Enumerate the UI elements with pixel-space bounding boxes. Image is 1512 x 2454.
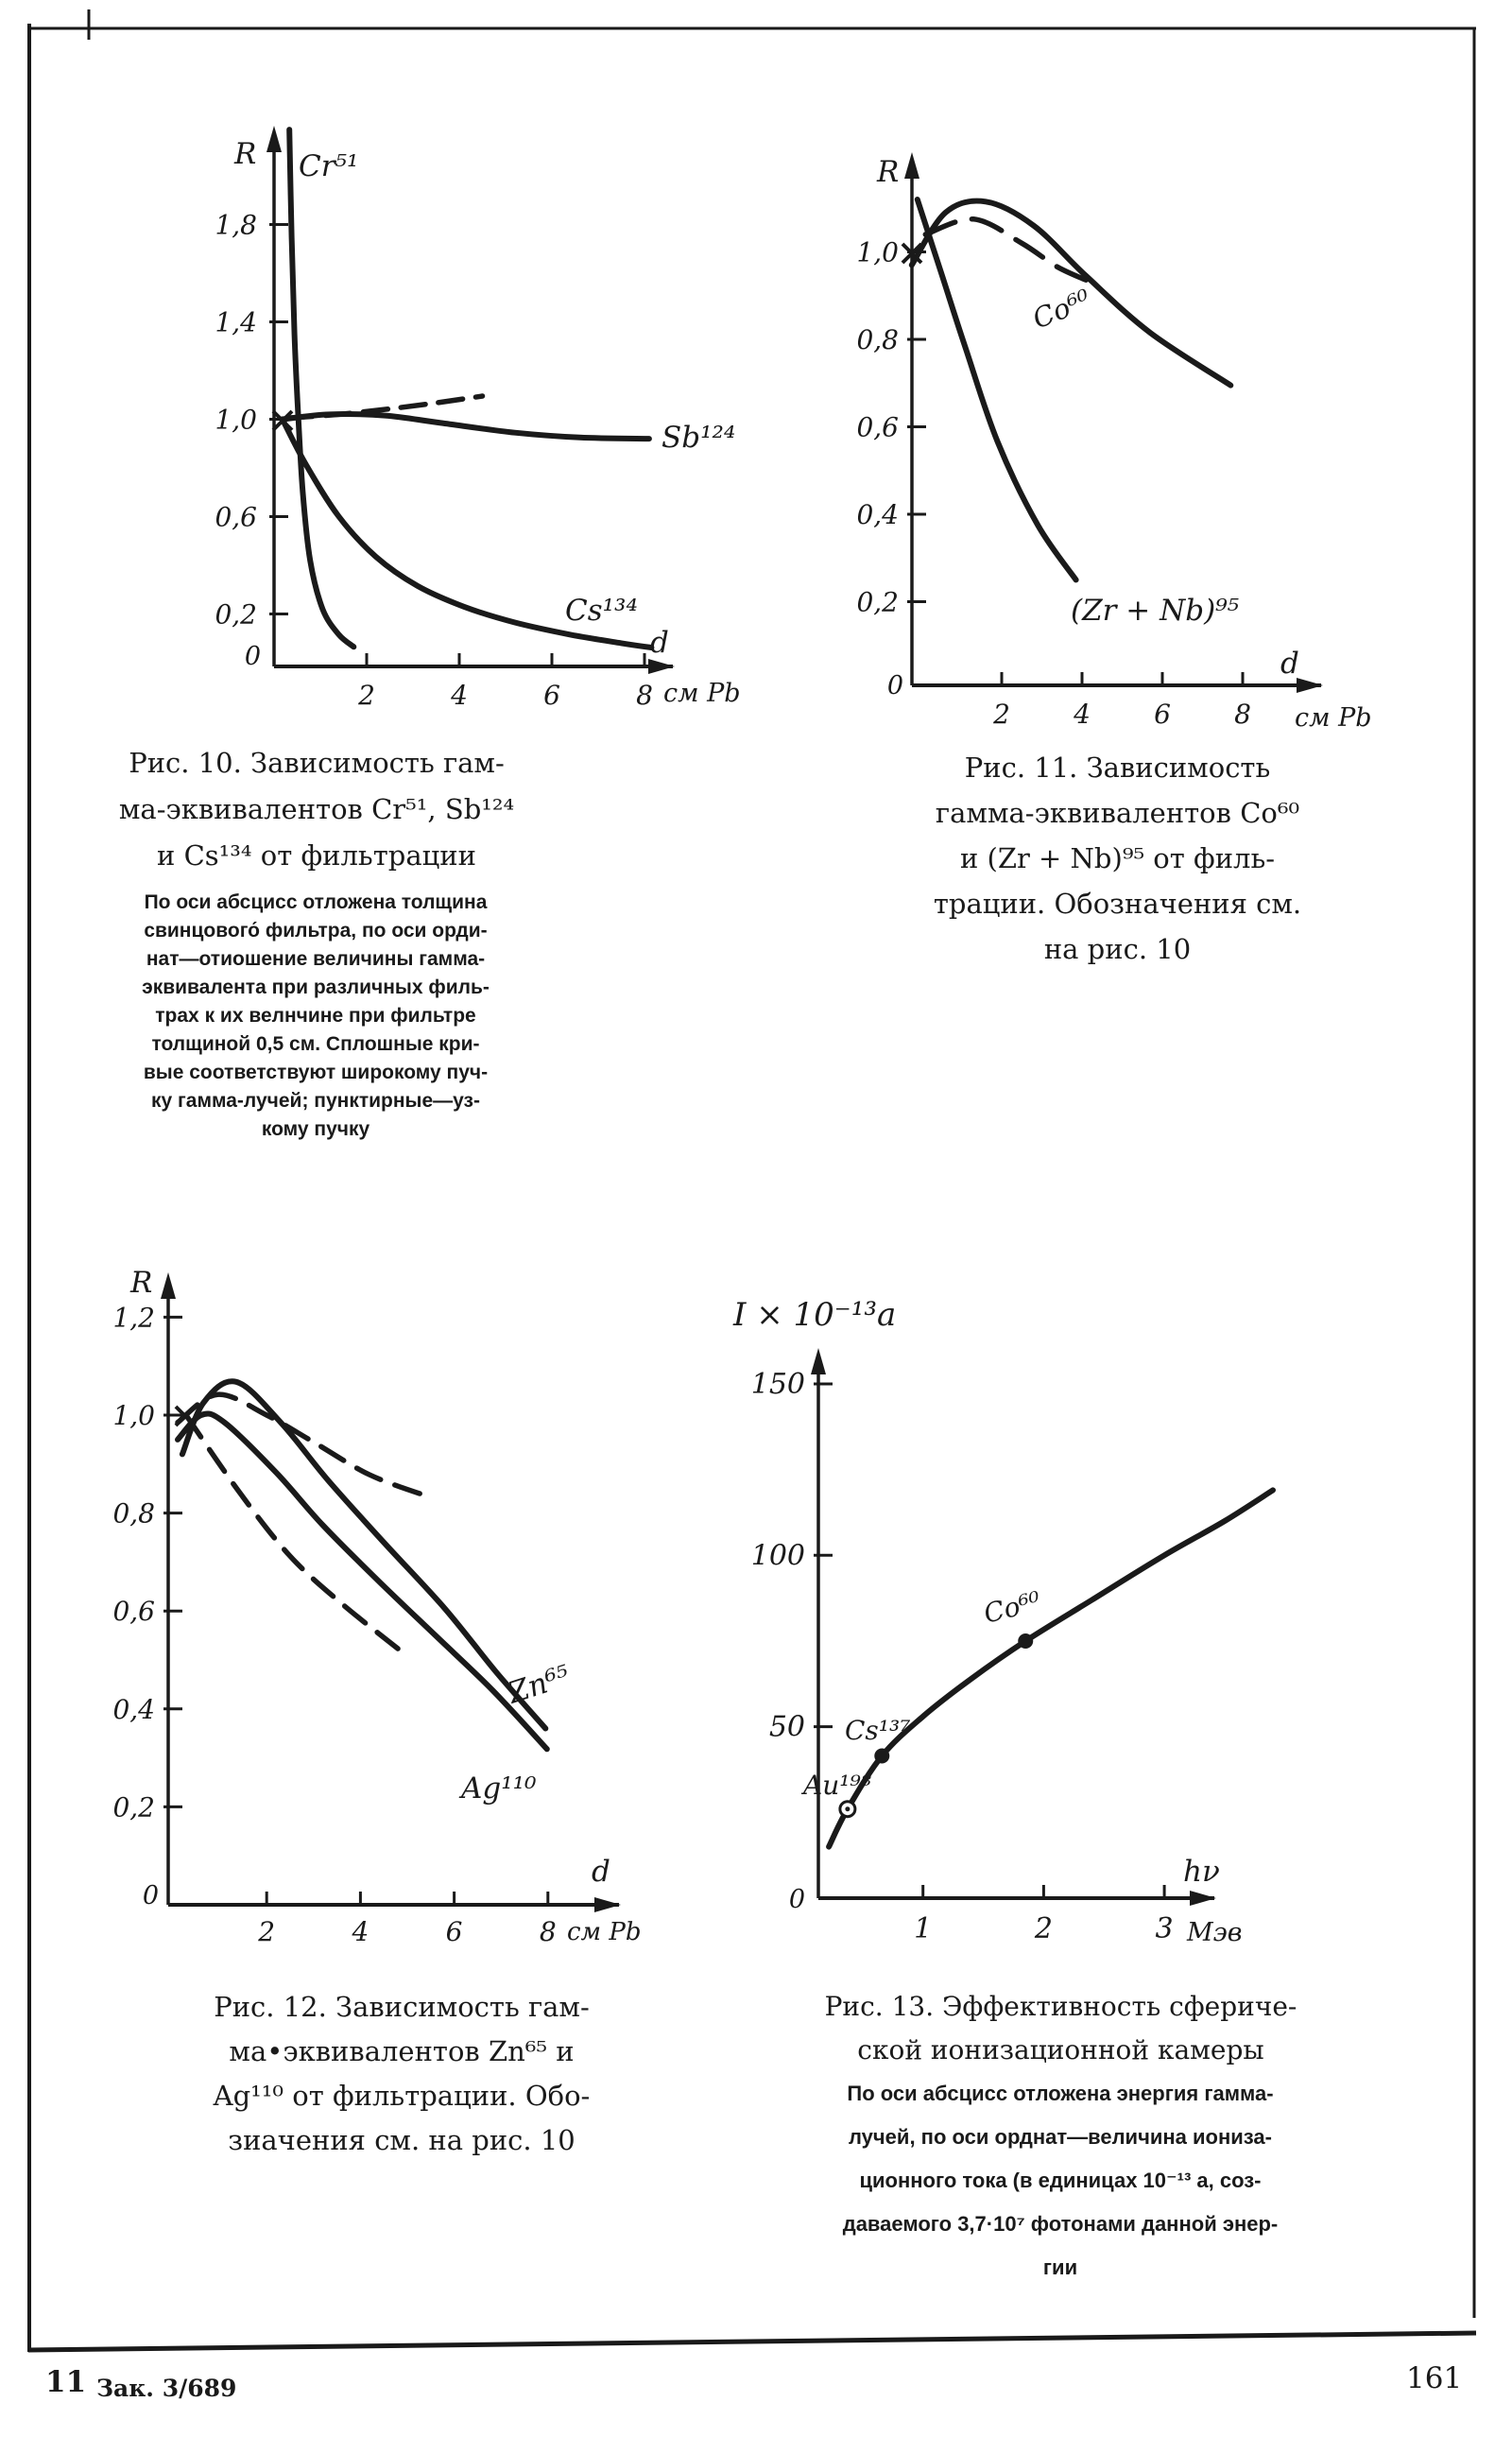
fig10-caption (118, 740, 515, 879)
text-line: ма-эквивалентов Cr⁵¹, Sb¹²⁴ (118, 793, 515, 825)
figure-text: d (1280, 647, 1299, 681)
fig13-note (735, 2072, 1385, 2290)
fig11-caption (850, 745, 1384, 972)
figure-text: 4 (352, 1916, 369, 1947)
figure-text: Cr⁵¹ (299, 149, 359, 183)
figure-text: hν (1183, 1855, 1220, 1889)
figure-text: 8 (1234, 699, 1251, 730)
figure-text: 6 (445, 1916, 463, 1947)
figure-text: 0,4 (856, 499, 899, 530)
fig12-caption (137, 1985, 666, 2163)
data-point-center (845, 1806, 850, 1811)
x-axis-arrow (594, 1897, 621, 1912)
figure-text: Мэв (1187, 1918, 1243, 1947)
text-line: на рис. 10 (1043, 933, 1192, 965)
series-curve (186, 1415, 398, 1649)
figure-text: d (650, 626, 669, 660)
figure-text: 2 (993, 699, 1010, 730)
figure-text: 3 (1155, 1912, 1174, 1945)
figure-text: Sb¹²⁴ (662, 421, 736, 455)
frame-rule (28, 2333, 1476, 2350)
figure-text: 0,8 (856, 324, 899, 355)
figure-text: 50 (768, 1710, 805, 1744)
figure-text: см Pb (1295, 703, 1372, 733)
text-line: ку гамма-лучей; пунктирные—уз- (151, 1090, 480, 1112)
text-line: ционного тока (в единицах 10⁻¹³ а, соз- (859, 2169, 1262, 2192)
text-line: лучей, по оси орднат—величина иониза- (848, 2125, 1272, 2149)
footer-sheet-number: 11 (45, 2365, 87, 2399)
figure-text: 2 (1034, 1912, 1053, 1945)
text-line: эквивалента при различных филь- (142, 976, 490, 998)
text-line: свинцового́ фильтра, по оси орди- (144, 920, 488, 942)
figure-12-plot (112, 1266, 641, 1947)
series-curve (925, 219, 1091, 283)
figure-text: см Pb (567, 1918, 642, 1946)
text-line: даваемого 3,7·10⁷ фотонами данной энер- (842, 2212, 1279, 2236)
data-point (1018, 1633, 1033, 1649)
figure-text: 2 (358, 680, 375, 711)
text-line: По оси абсцисс отложена толщина (144, 891, 488, 913)
figure-text: 1,4 (215, 306, 257, 338)
figure-text: 1 (914, 1912, 933, 1945)
figure-text: 0,6 (215, 501, 257, 533)
text-line: трации. Обозначения см. (933, 888, 1302, 920)
figure-10-plot (215, 126, 740, 711)
text-line: трах к их велнчине при фильтре (155, 1005, 476, 1027)
series-curve (178, 1394, 431, 1497)
text-line: вые соответствуют широкому пуч- (143, 1062, 489, 1083)
figure-text: 0,2 (112, 1791, 155, 1823)
figure-text: 8 (636, 680, 653, 711)
figure-text: 0 (788, 1885, 805, 1914)
text-line: Рис. 12. Зависимость гам- (214, 1991, 590, 2023)
figure-text: 8 (539, 1916, 557, 1947)
footer-order-number: Зак. 3/689 (96, 2375, 237, 2402)
figure-text: 150 (750, 1367, 805, 1401)
text-line: и (Zr + Nb)⁹⁵ от филь- (959, 842, 1276, 874)
series-curve (918, 199, 1076, 579)
figure-text: 1,8 (215, 209, 257, 241)
figure-text: 0 (886, 671, 903, 700)
text-line: По оси абсцисс отложена энергия гамма- (847, 2082, 1274, 2105)
x-axis-arrow (1297, 678, 1323, 693)
text-line: Рис. 13. Эффективность сфериче- (824, 1991, 1297, 2022)
data-point (874, 1748, 889, 1763)
figure-text: Co⁶⁰ (980, 1585, 1044, 1630)
figure-text: Au¹⁹⁸ (803, 1770, 871, 1801)
fig13-caption (737, 1985, 1384, 2072)
figure-text: 6 (1154, 699, 1171, 730)
series-curve (289, 130, 353, 647)
text-line: Рис. 10. Зависимость гам- (129, 747, 505, 779)
figure-text: 1,0 (215, 404, 257, 436)
y-axis-arrow (811, 1348, 826, 1374)
figure-text: 0,6 (112, 1596, 155, 1628)
page-number: 161 (1406, 2361, 1463, 2395)
figure-text: 0,2 (856, 586, 899, 618)
series-curve (283, 414, 649, 439)
text-line: и Cs¹³⁴ от фильтрации (157, 839, 476, 872)
figure-text: (Zr + Nb)⁹⁵ (1071, 594, 1240, 628)
figure-text: 2 (258, 1916, 276, 1947)
text-line: гамма-эквивалентов Co⁶⁰ (935, 797, 1300, 829)
series-curve (829, 1490, 1273, 1846)
text-line: Ag¹¹⁰ от фильтрации. Обо- (213, 2080, 591, 2112)
figure-text: I × 10⁻¹³a (733, 1296, 897, 1334)
figure-text: 1,2 (112, 1302, 155, 1334)
text-line: толщиной 0,5 см. Сплошные кри- (151, 1033, 480, 1055)
y-axis-arrow (904, 152, 919, 179)
y-axis-arrow (161, 1272, 176, 1299)
text-line: кому пучку (261, 1118, 370, 1140)
figure-text: Ag¹¹⁰ (461, 1771, 537, 1806)
figure-text: Zn⁶⁵ (504, 1658, 575, 1711)
text-line: зиачения см. на рис. 10 (228, 2124, 576, 2156)
figure-text: 4 (451, 680, 468, 711)
figure-text: 6 (543, 680, 560, 711)
figure-text: 1,0 (856, 236, 899, 268)
figure-text: Cs¹³⁴ (565, 594, 638, 628)
figure-text: см Pb (663, 679, 741, 708)
figure-text: 0,8 (112, 1497, 155, 1529)
figure-text: 4 (1074, 699, 1091, 730)
figure-text: Co⁶⁰ (1027, 283, 1095, 336)
figure-13-plot (732, 1296, 1273, 1947)
figure-text: 0,6 (856, 411, 899, 443)
figure-text: R (234, 137, 257, 171)
y-axis-arrow (266, 126, 282, 152)
figure-text: R (130, 1266, 153, 1300)
text-line: ской ионизационной камеры (857, 2034, 1264, 2065)
text-line: Рис. 11. Зависимость (964, 752, 1271, 784)
text-line: нат—отиошение величины гамма- (146, 948, 486, 970)
figure-text: R (877, 155, 900, 189)
figure-text: Cs¹³⁷ (845, 1715, 911, 1746)
figure-text: 1,0 (112, 1400, 155, 1431)
series-curve (178, 1413, 547, 1749)
x-axis-arrow (648, 659, 675, 674)
figure-text: 0 (244, 642, 261, 671)
figure-text: 100 (750, 1539, 805, 1573)
figure-11-plot (856, 152, 1371, 733)
text-line: гии (1042, 2255, 1078, 2279)
figure-text: 0,2 (215, 598, 257, 631)
fig10-note (121, 889, 510, 1144)
text-line: ма•эквивалентов Zn⁶⁵ и (229, 2035, 575, 2067)
figure-text: 0 (142, 1881, 159, 1910)
figure-text: d (592, 1855, 610, 1889)
figure-text: 0,4 (112, 1693, 155, 1725)
x-axis-arrow (1190, 1891, 1216, 1906)
